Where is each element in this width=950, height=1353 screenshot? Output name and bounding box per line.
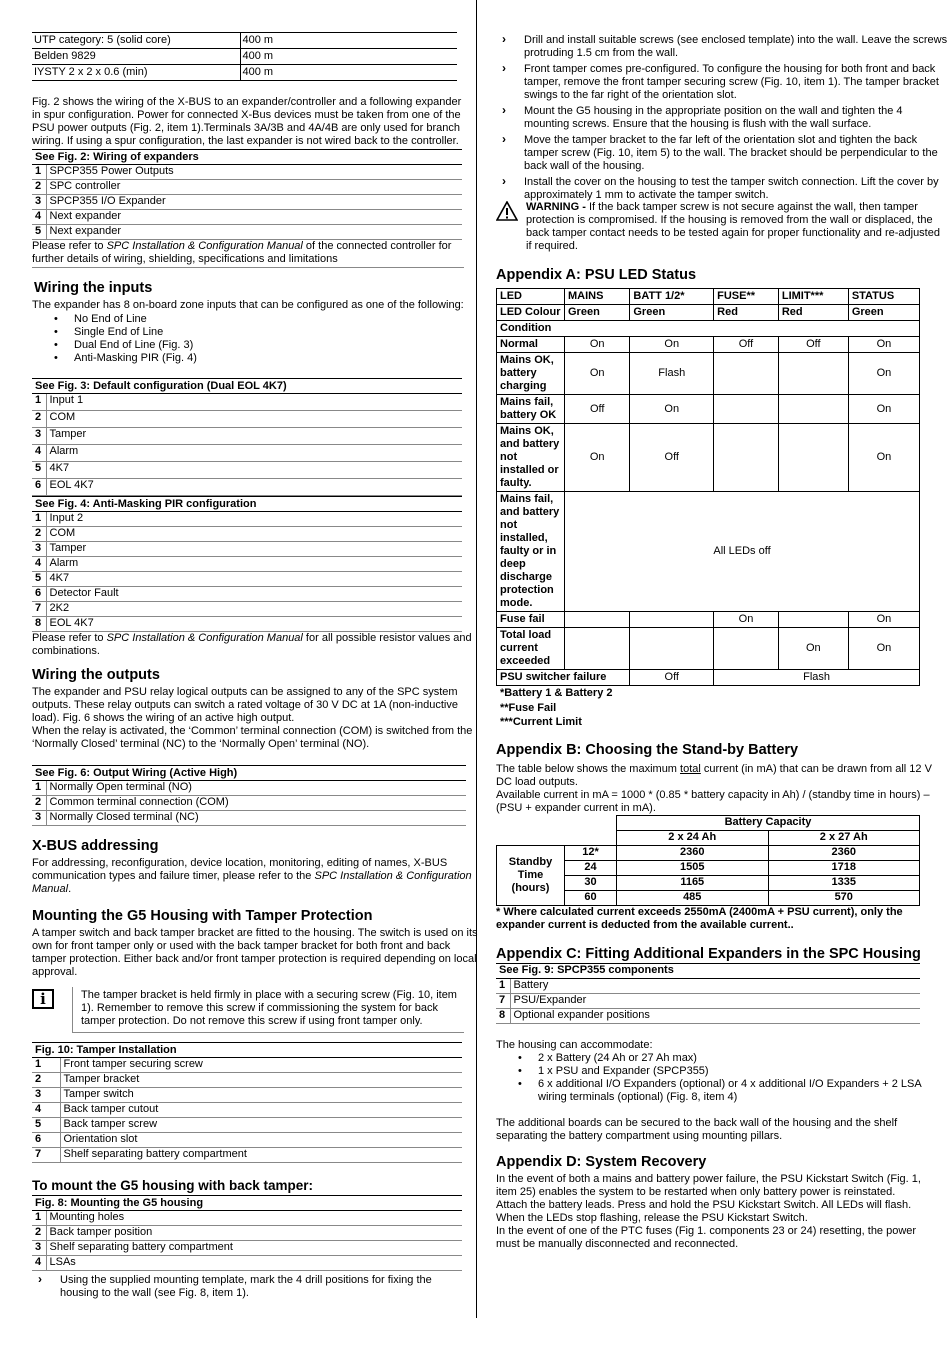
warning-text: WARNING - If the back tamper screw is not secure against the wall, then tamper protection is compromised. If the housing is removed from the wall or displaced, the back tamper contact needs to be tested again for proper functionality and re-adjusted if required. <box>526 201 940 252</box>
steps-list-right <box>496 34 948 202</box>
inputs-list <box>54 313 482 365</box>
fig6-table <box>32 765 466 826</box>
table-row: 4 Alarm <box>32 445 462 462</box>
table-row: 6 EOL 4K7 <box>32 479 462 496</box>
list-item: • 1 x PSU and Expander (SPCP355) <box>518 1065 948 1078</box>
battery-table: Battery Capacity 2 x 24 Ah 2 x 27 Ah Standby Time (hours) 12* 2360 2360 24 1505 1718 30 1165 1335 60 485 570 <box>496 815 920 906</box>
table-row: 3 Tamper switch <box>32 1088 462 1103</box>
appendix-c-paragraph: The additional boards can be secured to the back wall of the housing and the shelf separating the battery compartment using mounting pillars. <box>496 1116 898 1142</box>
fig4-title: See Fig. 4: Anti-Masking PIR configuration <box>32 497 462 512</box>
appendix-d-paragraph-1: In the event of both a mains and battery power failure, the PSU Kickstart Switch (Fig. 1, item 25) enables the system to be restarted when only battery power is reinstated. Attach the battery leads. Press and hold the PSU Kickstart Switch. All LEDs will flash. When the LEDs stop flashing, release the PSU Kickstart Switch. <box>496 1172 921 1224</box>
list-item: • No End of Line <box>54 313 482 326</box>
xbus-wiring-paragraph: Fig. 2 shows the wiring of the X-BUS to an expander/controller and a following expander in spur configuration. Power for connected X-Bus devices must be taken from one of the PSU power outputs (Fig. 2, item 1).Terminals 3A/3B and 4A/4B are only used for branch wiring. If using a spur configuration, the last expander is not wired back to the controller. <box>32 96 462 147</box>
table-row: Total load current exceeded On On <box>497 628 920 670</box>
table-row: 2 Back tamper position <box>32 1226 462 1241</box>
table-row: 5 Next expander <box>32 225 462 240</box>
table-row: 4 Back tamper cutout <box>32 1103 462 1118</box>
table-row: 1 Normally Open terminal (NO) <box>32 781 466 796</box>
warning-triangle-icon <box>496 201 518 221</box>
table-row: 6 Detector Fault <box>32 587 462 602</box>
table-row: Condition <box>497 321 920 337</box>
appendix-b-paragraph-1: The table below shows the maximum total current (in mA) that can be drawn from all 12 V DC load outputs. <box>496 762 932 788</box>
table-row: 5 4K7 <box>32 462 462 479</box>
table-row: 3 Shelf separating battery compartment <box>32 1241 462 1256</box>
inputs-heading: Wiring the inputs <box>34 280 153 296</box>
fig8-title: Fig. 8: Mounting the G5 housing <box>32 1196 462 1211</box>
fig4-table <box>32 496 462 632</box>
steps-list-left <box>32 1274 464 1300</box>
table-row: UTP category: 5 (solid core) 400 m <box>32 33 457 49</box>
table-row: 1 Battery <box>496 978 920 993</box>
list-item: › Using the supplied mounting template, mark the 4 drill positions for fixing the housing to the wall (see Fig. 8, item 1). <box>32 1274 464 1300</box>
table-row: 3 SPCP355 I/O Expander <box>32 195 462 210</box>
info-icon: i <box>32 989 54 1009</box>
table-row: Fuse fail On On <box>497 612 920 628</box>
back-tamper-heading: To mount the G5 housing with back tamper: <box>32 1178 314 1193</box>
table-row: 24 1505 1718 <box>497 860 920 875</box>
list-item: • 6 x additional I/O Expanders (optional) or 4 x additional I/O Expanders + 2 LSA wiring terminals (optional) (Fig. 8, item 4) <box>518 1078 948 1104</box>
table-row: 7 2K2 <box>32 602 462 617</box>
led-footnotes: *Battery 1 & Battery 2 **Fuse Fail ***Current Limit <box>500 687 613 728</box>
list-item: • Dual End of Line (Fig. 3) <box>54 339 482 352</box>
fig8-table <box>32 1195 462 1271</box>
table-row: 4 LSAs <box>32 1256 462 1271</box>
table-row: 1 Mounting holes <box>32 1211 462 1226</box>
table-row: 1 Input 2 <box>32 512 462 527</box>
battery-footnote: * Where calculated current exceeds 2550mA (2400mA + PSU current), only the expander current is deducted from the available current.. <box>496 905 903 931</box>
table-row: LED Colour Green Green Red Red Green <box>497 305 920 321</box>
table-row: 1 SPCP355 Power Outputs <box>32 165 462 180</box>
led-status-table <box>496 288 920 686</box>
table-row: 4 Alarm <box>32 557 462 572</box>
fig3-title: See Fig. 3: Default configuration (Dual EOL 4K7) <box>32 379 462 394</box>
table-row: 7 Shelf separating battery compartment <box>32 1148 462 1163</box>
fig10-title: Fig. 10: Tamper Installation <box>32 1043 462 1058</box>
table-row: Mains OK, and battery not installed or faulty. On Off On <box>497 424 920 492</box>
outputs-paragraph-1: The expander and PSU relay logical outputs can be assigned to any of the SPC system outputs. These relay outputs can switch a rated voltage of 30 V DC at 1A (non-inductive load). Fig. 6 shows the wiring of an active high output. <box>32 686 458 724</box>
info-note <box>32 987 482 1033</box>
table-row: 2 SPC controller <box>32 180 462 195</box>
fig4-note: Please refer to SPC Installation & Configuration Manual for all possible resistor values and combinations. <box>32 632 472 657</box>
appendix-d-heading: Appendix D: System Recovery <box>496 1153 707 1170</box>
table-row: 2 Tamper bracket <box>32 1073 462 1088</box>
list-item: • 2 x Battery (24 Ah or 27 Ah max) <box>518 1052 948 1065</box>
table-row: 1 Input 1 <box>32 394 462 411</box>
table-row: 30 1165 1335 <box>497 875 920 890</box>
table-row: Mains fail, and battery not installed, faulty or in deep discharge protection mode. All LEDs off <box>497 492 920 612</box>
appendix-a-heading: Appendix A: PSU LED Status <box>496 267 697 283</box>
mounting-paragraph: A tamper switch and back tamper bracket are fitted to the housing. The switch is used on its own for front tamper only or used with the back tamper bracket for both front and back tamper protection. Either back and/or front tamper protection is required depending on local approval. <box>32 927 478 978</box>
table-row: 60 485 570 <box>497 890 920 905</box>
table-row: Mains fail, battery OK Off On On <box>497 395 920 424</box>
table-row: 4 Next expander <box>32 210 462 225</box>
info-note-text: The tamper bracket is held firmly in place with a securing screw (Fig. 10, item 1). Remember to remove this screw if commissioning the system for back tamper protection. Do not remove this screw if using front tamper only. <box>72 987 464 1033</box>
table-row: 8 Optional expander positions <box>496 1008 920 1023</box>
table-row: 3 Tamper <box>32 428 462 445</box>
xbus-addressing-paragraph: For addressing, reconfiguration, device location, monitoring, editing of names, X-BUS communication types and failure timer, please refer to the SPC Installation & Configuration Manual. <box>32 857 472 895</box>
appendix-c-intro: The housing can accommodate: <box>496 1038 653 1051</box>
list-item: › Move the tamper bracket to the far left of the orientation slot and tighten the back tamper screw (Fig. 10, item 5) to the wall. The bracket should be perpendicular to the back wall of the housing. <box>496 134 948 173</box>
fig6-title: See Fig. 6: Output Wiring (Active High) <box>32 766 466 781</box>
table-row: 2 COM <box>32 527 462 542</box>
fig3-table <box>32 378 462 496</box>
mounting-heading: Mounting the G5 Housing with Tamper Protection <box>32 908 373 924</box>
table-row: 6 Orientation slot <box>32 1133 462 1148</box>
table-row: 3 Tamper <box>32 542 462 557</box>
table-row: Normal On On Off Off On <box>497 337 920 353</box>
left-column <box>32 0 482 1303</box>
table-row: 3 Normally Closed terminal (NC) <box>32 811 466 826</box>
table-row: 1 Front tamper securing screw <box>32 1058 462 1073</box>
list-item: › Drill and install suitable screws (see enclosed template) into the wall. Leave the screws protruding 1.5 cm from the wall. <box>496 34 948 60</box>
list-item: › Front tamper comes pre-configured. To configure the housing for both front and back tamper, remove the front tamper securing screw (Fig. 10, item 1). The tamper bracket swings to the far right of the orientation slot. <box>496 63 948 102</box>
appendix-d-paragraph-2: In the event of one of the PTC fuses (Fig 1. components 23 or 24) resetting, the power must be manually disconnected and reconnected. <box>496 1224 917 1250</box>
fig10-table <box>32 1042 462 1163</box>
fig2-note: Please refer to SPC Installation & Configuration Manual of the connected controller for further details of wiring, shielding, specifications and limitations <box>32 240 464 268</box>
outputs-paragraph-2: When the relay is activated, the ‘Common’ terminal connection (COM) is switched from the ‘Normally Closed’ terminal (NC) to the ‘Normally Open’ terminal (NO). <box>32 725 473 750</box>
right-column <box>496 34 946 1251</box>
table-row: 5 4K7 <box>32 572 462 587</box>
cable-table <box>32 32 457 81</box>
list-item: › Install the cover on the housing to test the tamper switch connection. Lift the cover by approximately 1 mm to activate the tamper switch. <box>496 176 948 202</box>
table-row: Mains OK, battery charging On Flash On <box>497 353 920 395</box>
fig9-title: See Fig. 9: SPCP355 components <box>496 963 920 978</box>
fig9-table <box>496 963 920 1024</box>
appendix-b-heading: Appendix B: Choosing the Stand-by Battery <box>496 741 799 758</box>
fig2-table <box>32 149 462 240</box>
appendix-c-heading: Appendix C: Fitting Additional Expanders in the SPC Housing <box>496 945 921 962</box>
outputs-heading: Wiring the outputs <box>32 667 160 683</box>
table-row: 5 Back tamper screw <box>32 1118 462 1133</box>
appendix-c-list <box>518 1052 948 1104</box>
list-item: • Anti-Masking PIR (Fig. 4) <box>54 352 482 365</box>
table-row: 8 EOL 4K7 <box>32 617 462 632</box>
list-item: • Single End of Line <box>54 326 482 339</box>
table-row: Belden 9829 400 m <box>32 49 457 65</box>
appendix-b-paragraph-2: Available current in mA = 1000 * (0.85 * battery capacity in Ah) / (standby time in hours) – (PSU + expander current in mA). <box>496 788 930 814</box>
inputs-intro: The expander has 8 on-board zone inputs that can be configured as one of the following: <box>32 299 464 311</box>
xbus-addressing-heading: X-BUS addressing <box>32 838 159 854</box>
list-item: › Mount the G5 housing in the appropriate position on the wall and tighten the 4 mounting screws. Ensure that the housing is flush with the wall surface. <box>496 105 948 131</box>
fig2-title: See Fig. 2: Wiring of expanders <box>32 150 462 165</box>
warning-note <box>496 201 944 253</box>
table-row: IYSTY 2 x 2 x 0.6 (min) 400 m <box>32 65 457 81</box>
table-row: 2 Common terminal connection (COM) <box>32 796 466 811</box>
table-row: Standby Time (hours) 12* 2360 2360 <box>497 845 920 860</box>
table-row: 2 COM <box>32 411 462 428</box>
table-header-row: LED MAINS BATT 1/2* FUSE** LIMIT*** STATUS <box>497 289 920 305</box>
table-row: 7 PSU/Expander <box>496 993 920 1008</box>
table-row: PSU switcher failure Off Flash <box>497 670 920 686</box>
